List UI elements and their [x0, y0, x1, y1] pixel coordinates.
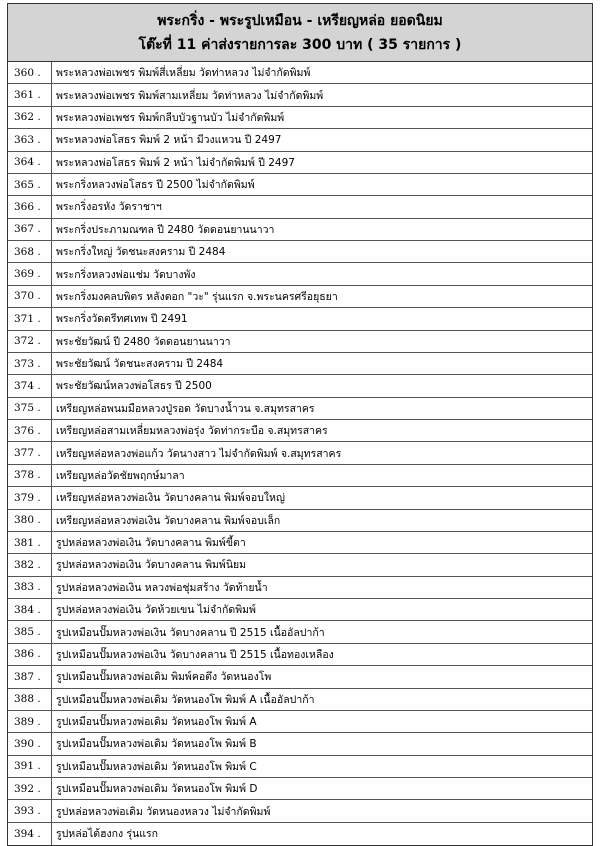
table-body — [8, 62, 592, 845]
item-number: 377 . — [8, 442, 52, 463]
table-row — [8, 510, 592, 532]
item-name: รูปเหมือนปั๊มหลวงพ่อเดิม พิมพ์คอตึง วัดหนองโพ — [56, 671, 272, 684]
item-number: 360 . — [8, 62, 52, 83]
item-number: 383 . — [8, 577, 52, 598]
table-row — [8, 666, 592, 688]
item-name: พระกริ่งประภามณฑล ปี 2480 วัดดอนยานนาวา — [56, 223, 275, 236]
item-number: 389 . — [8, 711, 52, 732]
item-name: พระกริ่งใหญ่ วัดชนะสงคราม ปี 2484 — [56, 246, 226, 259]
item-number: 370 . — [8, 286, 52, 307]
table-row — [8, 219, 592, 241]
item-number: 366 . — [8, 196, 52, 217]
table-row — [8, 129, 592, 151]
table-row — [8, 532, 592, 554]
item-name: รูปหล่อหลวงพ่อเดิม วัดหนองหลวง ไม่จำกัดพิมพ์ — [56, 805, 271, 818]
item-name: รูปหล่อหลวงพ่อเงิน หลวงพ่อชุ่มสร้าง วัดท้ายน้ำ — [56, 581, 268, 594]
item-name: รูปหล่อหลวงพ่อเงิน วัดบางคลาน พิมพ์นิยม — [56, 559, 247, 572]
item-number: 391 . — [8, 756, 52, 777]
table-row — [8, 644, 592, 666]
page-title: พระกริ่ง - พระรูปเหมือน - เหรียญหล่อ ยอดนิยม — [157, 12, 443, 29]
table-row — [8, 196, 592, 218]
table-row — [8, 823, 592, 845]
item-number: 378 . — [8, 465, 52, 486]
item-number: 372 . — [8, 331, 52, 352]
item-name: พระชัยวัฒน์หลวงพ่อโสธร ปี 2500 — [56, 380, 212, 393]
item-name: พระกริ่งอรหัง วัดราชาฯ — [56, 201, 162, 214]
item-number: 364 . — [8, 152, 52, 173]
item-number: 368 . — [8, 241, 52, 262]
table-row — [8, 398, 592, 420]
table-row — [8, 554, 592, 576]
table-header — [8, 4, 592, 62]
item-name: รูปเหมือนปั๊มหลวงพ่อเดิม วัดหนองโพ พิมพ์ C — [56, 760, 257, 773]
item-number: 373 . — [8, 353, 52, 374]
item-name: พระหลวงพ่อเพชร พิมพ์สามเหลี่ยม วัดท่าหลวง ไม่จำกัดพิมพ์ — [56, 89, 324, 102]
item-number: 385 . — [8, 621, 52, 642]
table-row — [8, 756, 592, 778]
item-number: 365 . — [8, 174, 52, 195]
item-name: เหรียญหล่อสามเหลี่ยมหลวงพ่อรุ่ง วัดท่ากระบือ จ.สมุทรสาคร — [56, 425, 328, 438]
table-row — [8, 375, 592, 397]
item-number: 369 . — [8, 263, 52, 284]
table-row — [8, 263, 592, 285]
table-row — [8, 308, 592, 330]
item-name: พระชัยวัฒน์ วัดชนะสงคราม ปี 2484 — [56, 358, 224, 371]
table-row — [8, 621, 592, 643]
item-number: 394 . — [8, 823, 52, 845]
table-row — [8, 733, 592, 755]
table-row — [8, 577, 592, 599]
item-name: รูปเหมือนปั๊มหลวงพ่อเงิน วัดบางคลาน ปี 2515 เนื้อทองเหลือง — [56, 648, 334, 661]
item-number: 390 . — [8, 733, 52, 754]
item-name: รูปหล่อหลวงพ่อเงิน วัดบางคลาน พิมพ์ขี้ตา — [56, 537, 246, 550]
item-number: 362 . — [8, 107, 52, 128]
item-number: 371 . — [8, 308, 52, 329]
item-name: พระหลวงพ่อโสธร พิมพ์ 2 หน้า มีวงแหวน ปี 2497 — [56, 134, 282, 147]
item-name: รูปเหมือนปั๊มหลวงพ่อเดิม วัดหนองโพ พิมพ์ A — [56, 716, 257, 729]
table-row — [8, 331, 592, 353]
item-name: พระกริ่งมงคลบพิตร หลังตอก "วะ" รุ่นแรก จ.พระนครศรีอยุธยา — [56, 290, 338, 303]
item-name: เหรียญหล่อหลวงพ่อเงิน วัดบางคลาน พิมพ์จอบเล็ก — [56, 514, 281, 527]
table-row — [8, 711, 592, 733]
item-number: 374 . — [8, 375, 52, 396]
table-row — [8, 487, 592, 509]
page-subtitle: โต๊ะที่ 11 ค่าส่งรายการละ 300 บาท ( 35 รายการ ) — [138, 36, 462, 53]
item-name: พระหลวงพ่อเพชร พิมพ์กลีบบัวฐานบัว ไม่จำกัดพิมพ์ — [56, 111, 285, 124]
table-row — [8, 62, 592, 84]
table-row — [8, 465, 592, 487]
item-name: เหรียญหล่อหลวงพ่อเงิน วัดบางคลาน พิมพ์จอบใหญ่ — [56, 492, 285, 505]
item-name: พระหลวงพ่อเพชร พิมพ์สี่เหลี่ยม วัดท่าหลวง ไม่จำกัดพิมพ์ — [56, 67, 311, 80]
item-name: พระชัยวัฒน์ ปี 2480 วัดดอนยานนาวา — [56, 335, 231, 348]
item-number: 388 . — [8, 689, 52, 710]
item-number: 375 . — [8, 398, 52, 419]
table-row — [8, 778, 592, 800]
table-row — [8, 442, 592, 464]
item-number: 381 . — [8, 532, 52, 553]
table-row — [8, 152, 592, 174]
item-name: พระหลวงพ่อโสธร พิมพ์ 2 หน้า ไม่จำกัดพิมพ์ ปี 2497 — [56, 156, 295, 169]
item-name: รูปเหมือนปั๊มหลวงพ่อเดิม วัดหนองโพ พิมพ์ D — [56, 783, 258, 796]
item-number: 382 . — [8, 554, 52, 575]
item-number: 392 . — [8, 778, 52, 799]
table-row — [8, 800, 592, 822]
item-number: 379 . — [8, 487, 52, 508]
item-name: เหรียญหล่อหลวงพ่อแก้ว วัดนางสาว ไม่จำกัดพิมพ์ จ.สมุทรสาคร — [56, 447, 342, 460]
item-number: 387 . — [8, 666, 52, 687]
table-row — [8, 689, 592, 711]
table-row — [8, 286, 592, 308]
item-number: 361 . — [8, 84, 52, 105]
item-name: รูปหล่อไต้ฮงกง รุ่นแรก — [56, 828, 159, 841]
table-row — [8, 420, 592, 442]
item-number: 367 . — [8, 219, 52, 240]
item-name: พระกริ่งวัดตรีทศเทพ ปี 2491 — [56, 313, 188, 326]
item-number: 376 . — [8, 420, 52, 441]
item-name: พระกริ่งหลวงพ่อแช่ม วัดบางพัง — [56, 268, 196, 281]
table-row — [8, 84, 592, 106]
listing-table — [7, 3, 593, 846]
item-name: รูปเหมือนปั๊มหลวงพ่อเงิน วัดบางคลาน ปี 2515 เนื้ออัลปาก้า — [56, 626, 325, 639]
table-row — [8, 353, 592, 375]
item-name: พระกริ่งหลวงพ่อโสธร ปี 2500 ไม่จำกัดพิมพ์ — [56, 179, 255, 192]
item-name: รูปหล่อหลวงพ่อเงิน วัดห้วยเขน ไม่จำกัดพิมพ์ — [56, 604, 256, 617]
item-name: รูปเหมือนปั๊มหลวงพ่อเดิม วัดหนองโพ พิมพ์ B — [56, 738, 257, 751]
item-number: 380 . — [8, 510, 52, 531]
table-row — [8, 107, 592, 129]
item-number: 393 . — [8, 800, 52, 821]
item-name: รูปเหมือนปั๊มหลวงพ่อเดิม วัดหนองโพ พิมพ์ A เนื้ออัลปาก้า — [56, 693, 315, 706]
item-number: 363 . — [8, 129, 52, 150]
table-row — [8, 174, 592, 196]
item-number: 384 . — [8, 599, 52, 620]
table-row — [8, 599, 592, 621]
item-name: เหรียญหล่อพนมมือหลวงปู่รอด วัดบางน้ำวน จ.สมุทรสาคร — [56, 402, 315, 415]
item-name: เหรียญหล่อวัดชัยพฤกษ์มาลา — [56, 469, 185, 482]
table-row — [8, 241, 592, 263]
item-number: 386 . — [8, 644, 52, 665]
